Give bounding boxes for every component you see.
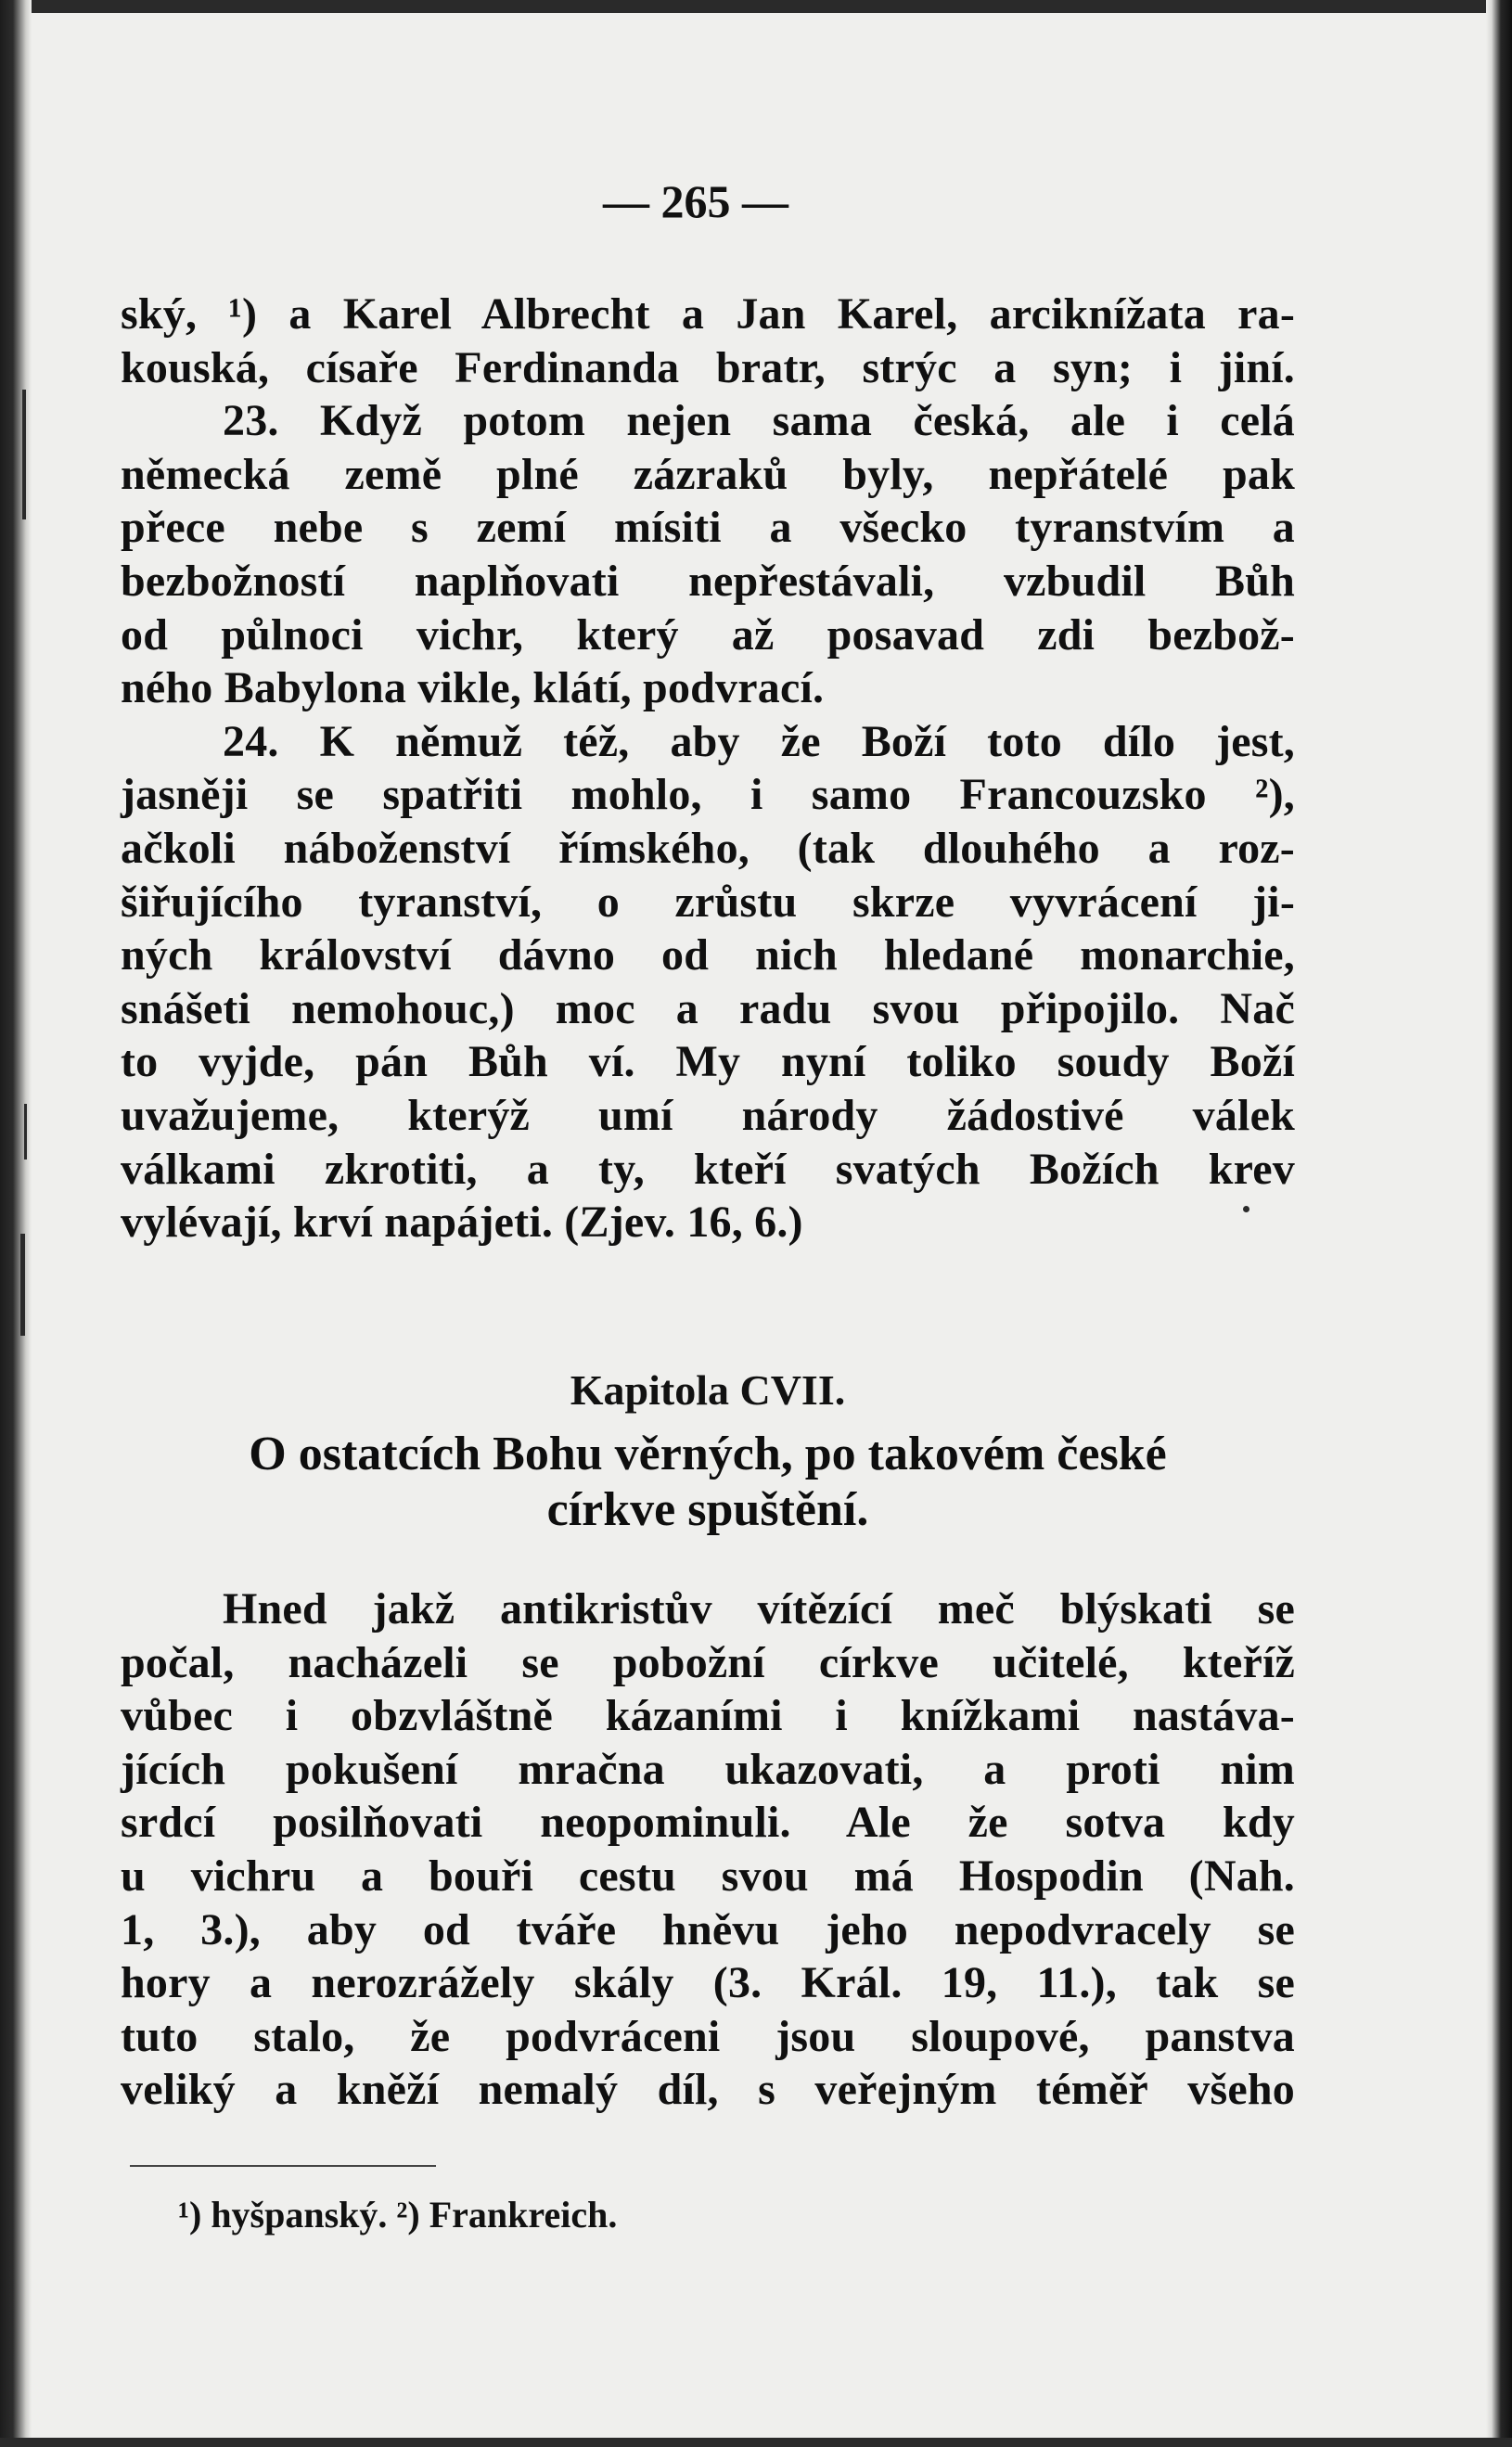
text-line: ský, ¹) a Karel Albrecht a Jan Karel, arciknížata ra- <box>121 289 1295 339</box>
body-text-section-1 <box>121 288 1295 1249</box>
text-line: veliký a kněží nemalý díl, s veřejným téměř všeho <box>121 2065 1295 2115</box>
text-line: 24. K němuž též, aby že Boží toto dílo jest, <box>223 716 1295 766</box>
body-text-section-2 <box>121 1582 1295 2117</box>
text-line: to vyjde, pán Bůh ví. My nyní toliko soudy Boží <box>121 1037 1295 1087</box>
chapter-title-line: O ostatcích Bohu věrných, po takovém české <box>249 1428 1167 1480</box>
footnote-separator <box>130 2165 436 2167</box>
text-line: srdcí posilňovati neopominuli. Ale že sotva kdy <box>121 1798 1295 1848</box>
text-line: uvažujeme, kterýž umí národy žádostivé válek <box>121 1090 1295 1140</box>
scan-mark <box>22 390 26 519</box>
text-line: hory a nerozrážely skály (3. Král. 19, 11.), tak se <box>121 1958 1295 2008</box>
text-line: jících pokušení mračna ukazovati, a proti nim <box>121 1744 1295 1794</box>
text-line: počal, nacházeli se pobožní církve učitelé, kteříž <box>121 1637 1295 1687</box>
scan-mark <box>20 1234 25 1336</box>
text-line: vylévají, krví napájeti. (Zjev. 16, 6.) <box>121 1198 803 1248</box>
scan-border-top <box>0 0 1512 13</box>
text-line: snášeti nemohouc,) moc a radu svou připojilo. Nač <box>121 983 1295 1033</box>
text-line: německá země plné zázraků byly, nepřátelé pak <box>121 449 1295 499</box>
footnote: ¹) hyšpanský. ²) Frankreich. <box>178 2194 618 2236</box>
text-line: ných království dávno od nich hledané monarchie, <box>121 930 1295 980</box>
text-line: od půlnoci vichr, který až posavad zdi bezbož- <box>121 609 1295 660</box>
text-line: tuto stalo, že podvráceni jsou sloupové, panstva <box>121 2011 1295 2061</box>
text-line: Hned jakž antikristův vítězící meč blýskati se <box>223 1584 1295 1633</box>
text-line: válkami zkrotiti, a ty, kteří svatých Božích krev <box>121 1144 1295 1194</box>
scan-border-left <box>0 0 32 2447</box>
text-line: přece nebe s zemí mísiti a všecko tyranstvím a <box>121 503 1295 553</box>
scan-border-bottom <box>0 2438 1512 2447</box>
text-line: vůbec i obzvláštně kázaními i knížkami nastáva- <box>121 1691 1295 1741</box>
chapter-title <box>121 1427 1295 1538</box>
text-line: jasněji se spatřiti mohlo, i samo Francouzsko ²), <box>121 770 1295 820</box>
scan-mark <box>24 1104 27 1159</box>
text-line: 1, 3.), aby od tváře hněvu jeho nepodvracely se <box>121 1904 1295 1954</box>
text-line: šiřujícího tyranství, o zrůstu skrze vyvrácení ji- <box>121 877 1295 927</box>
text-line: u vichru a bouři cestu svou má Hospodin (Nah. <box>121 1851 1295 1901</box>
chapter-label: Kapitola CVII. <box>570 1366 846 1414</box>
text-line: ného Babylona vikle, klátí, podvrací. <box>121 663 825 713</box>
text-line: kouská, císaře Ferdinanda bratr, strýc a syn; i jiní. <box>121 342 1295 392</box>
text-line: bezbožností naplňovati nepřestávali, vzbudil Bůh <box>121 556 1295 606</box>
text-line: ačkoli náboženství římského, (tak dlouhého a roz- <box>121 823 1295 873</box>
text-line: 23. Když potom nejen sama česká, ale i celá <box>223 396 1295 446</box>
scan-border-right <box>1486 0 1512 2447</box>
chapter-title-line: církve spuštění. <box>546 1483 869 1536</box>
page-number: — 265 — <box>603 175 788 227</box>
